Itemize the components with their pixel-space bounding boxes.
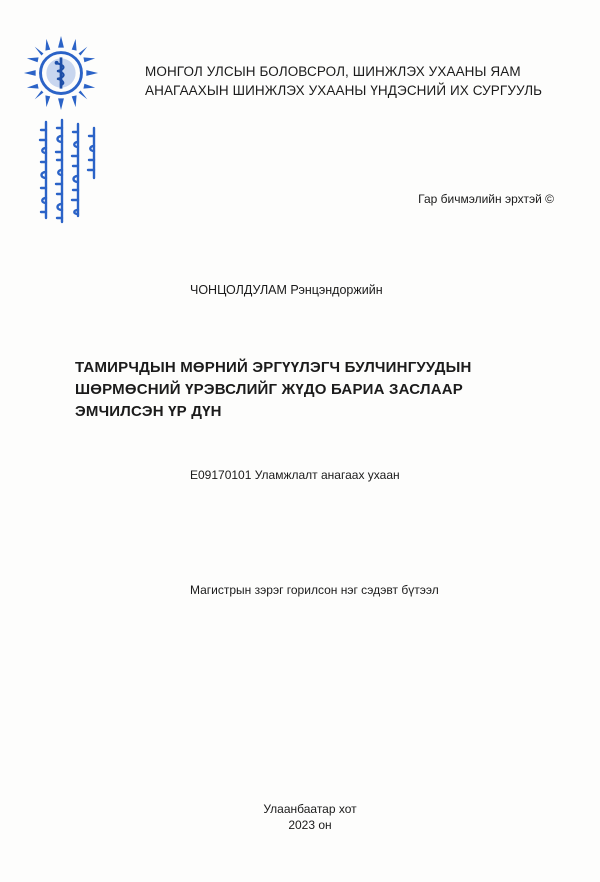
year: 2023 он: [288, 818, 332, 832]
program-code: E09170101 Уламжлалт анагаах ухаан: [190, 468, 400, 482]
ministry-line-1: МОНГОЛ УЛСЫН БОЛОВСРОЛ, ШИНЖЛЭХ УХААНЫ ЯАМ: [145, 64, 521, 79]
copyright-note: Гар бичмэлийн эрхтэй ©: [418, 192, 554, 206]
place-and-year: [0, 801, 600, 833]
author-name: ЧОНЦОЛДУЛАМ Рэнцэндоржийн: [190, 283, 383, 297]
city: Улаанбаатар хот: [263, 802, 357, 816]
title-line-2: ШӨРМӨСНИЙ ҮРЭВСЛИЙГ ЖҮДО БАРИА ЗАСЛААР: [75, 381, 463, 398]
ministry-header: [145, 62, 585, 100]
degree-note: Магистрын зэрэг горилсон нэг сэдэвт бүтээл: [190, 583, 439, 597]
title-line-3: ЭМЧИЛСЭН ҮР ДҮН: [75, 403, 222, 420]
ministry-line-2: АНАГААХЫН ШИНЖЛЭХ УХААНЫ ҮНДЭСНИЙ ИХ СУРГУУЛЬ: [145, 83, 543, 98]
title-line-1: ТАМИРЧДЫН МӨРНИЙ ЭРГҮҮЛЭГЧ БУЛЧИНГУУДЫН: [75, 359, 472, 376]
university-emblem-icon: [22, 34, 100, 112]
mongol-script-name-icon: [36, 118, 106, 226]
thesis-title: [75, 357, 575, 423]
